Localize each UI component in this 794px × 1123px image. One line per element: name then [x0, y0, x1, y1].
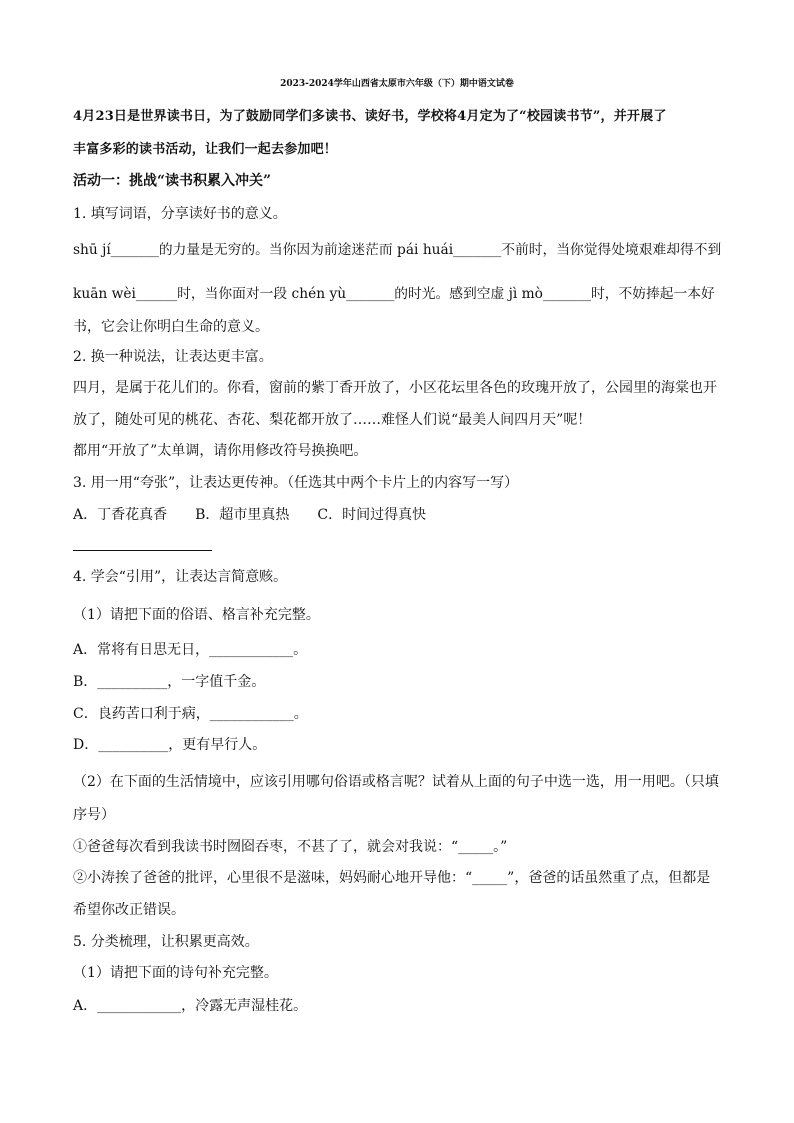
q3-heading: 3. 用一用“夸张”，让表达更传神。（任选其中两个卡片上的内容写一写） — [73, 475, 519, 491]
q1-line-1: shū jí_______的力量是无穷的。当你因为前途迷茫而 pái huái_______不前时，当你觉得处境艰难却得不到 — [73, 242, 722, 258]
q4-heading: 4. 学会“引用”，让表达言简意赅。 — [73, 569, 288, 585]
intro-line-1: 4月23日是世界读书日，为了鼓励同学们多读书、读好书，学校将4月定为了“校园读书节”，并开展了 — [73, 109, 667, 124]
q3-answer-line[interactable] — [73, 550, 212, 551]
q3-options: A．丁香花真香 B．超市里真热 C．时间过得真快 — [73, 507, 427, 523]
activity-one-heading: 活动一：挑战“读书积累入冲关” — [73, 173, 272, 189]
q1-line-2: kuān wèi______时，当你面对一段 chén yù_______的时光。感到空虚 jì mò_______时，不妨捧起一本好 — [73, 286, 715, 302]
q5-heading: 5. 分类梳理，让积累更高效。 — [73, 934, 259, 950]
q4-item-a: A．常将有日思无日，____________。 — [73, 642, 308, 658]
q2-line-1: 四月，是属于花儿们的。你看，窗前的紫丁香开放了，小区花坛里各色的玫瑰开放了，公园里的海棠也开 — [73, 380, 717, 396]
q4-scenario-1: ①爸爸每次看到我读书时囫囵吞枣，不甚了了，就会对我说：“_____。” — [73, 839, 508, 855]
q4-item-d: D．__________，更有早行人。 — [73, 737, 267, 753]
q4-item-c: C．良药苦口利于病，____________。 — [73, 706, 308, 722]
q2-heading: 2. 换一种说法，让表达更丰富。 — [73, 349, 273, 365]
q5-item-a: A．____________，冷露无声湿桂花。 — [73, 998, 308, 1014]
q2-line-2: 放了，随处可见的桃花、杏花、梨花都开放了……难怪人们说“最美人间四月天”呢！ — [73, 412, 592, 428]
q2-line-3: 都用“开放了”太单调，请你用修改符号换换吧。 — [73, 443, 368, 459]
q4-sub2-line-2: 序号） — [73, 807, 115, 823]
intro-line-2: 丰富多彩的读书活动，让我们一起去参加吧！ — [73, 142, 338, 157]
exam-title: 2023-2024学年山西省太原市六年级（下）期中语文试卷 — [280, 79, 514, 89]
q4-sub2-line-1: （2）在下面的生活情境中，应该引用哪句俗语或格言呢？试着从上面的句子中选一选，用一用吧。（只填 — [73, 774, 719, 790]
q4-item-b: B．__________，一字值千金。 — [73, 674, 266, 690]
q5-sub1: （1）请把下面的诗句补充完整。 — [73, 965, 278, 981]
q1-line-3: 书，它会让你明白生命的意义。 — [73, 319, 269, 335]
q4-scenario-2-line-2: 希望你改正错误。 — [73, 902, 185, 918]
q1-heading: 1. 填写词语，分享读好书的意义。 — [73, 206, 287, 222]
q4-scenario-2-line-1: ②小涛挨了爸爸的批评，心里很不是滋味，妈妈耐心地开导他：“_____”，爸爸的话虽然重了点，但都是 — [73, 870, 711, 886]
q4-sub1: （1）请把下面的俗语、格言补充完整。 — [73, 607, 320, 623]
